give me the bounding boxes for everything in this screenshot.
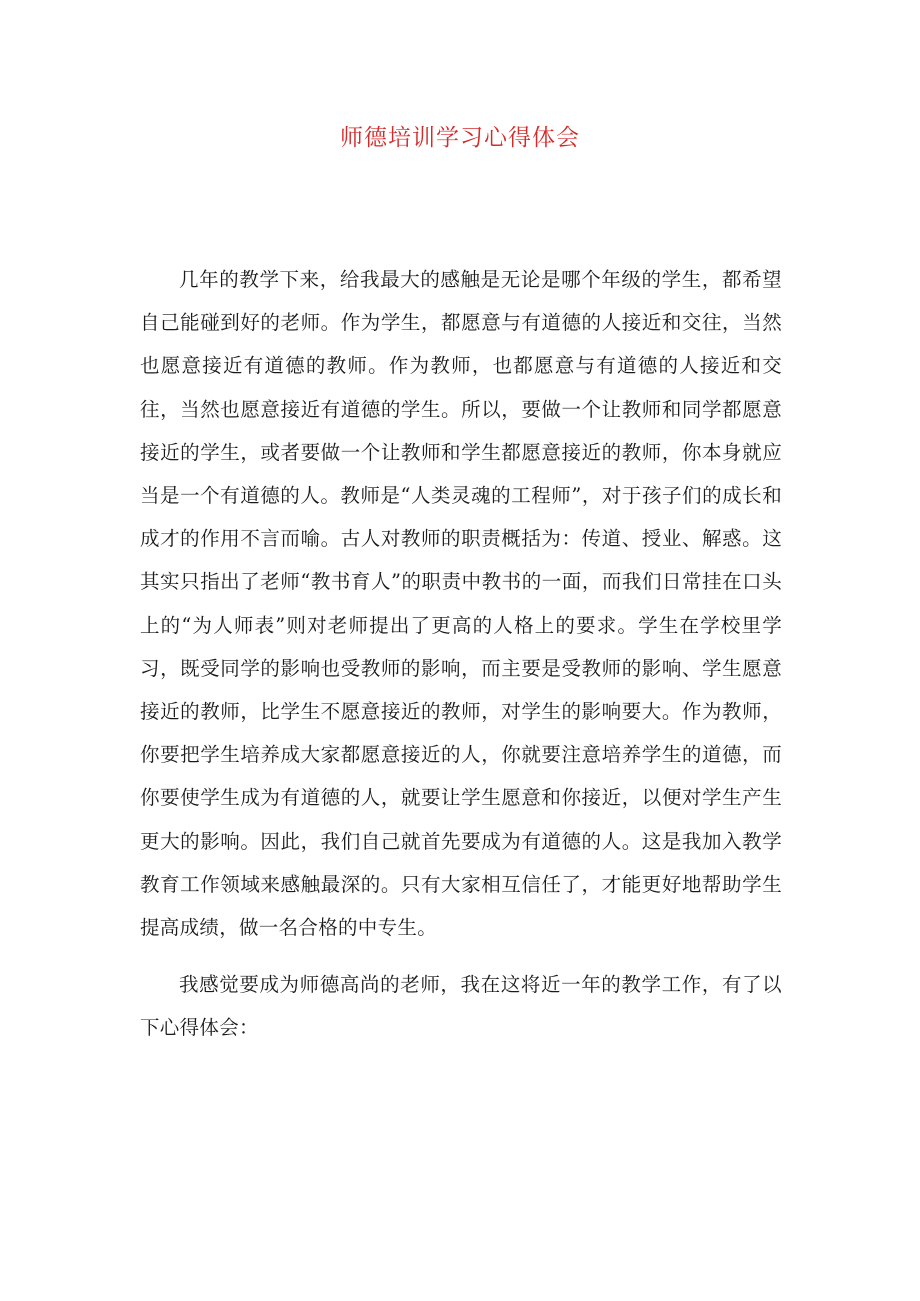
paragraph-1: 几年的教学下来，给我最大的感触是无论是哪个年级的学生，都希望自己能碰到好的老师。作为学生，都愿意与有道德的人接近和交往，当然也愿意接近有道德的教师。作为教师，也都愿意与有道德的人接近和交往，当然也愿意接近有道德的学生。所以，要做一个让教师和同学都愿意接近的学生，或者要做一个让教师和学生都愿意接近的教师，你本身就应当是一个有道德的人。教师是“人类灵魂的工程师”，对于孩子们的成长和成才的作用不言而喻。古人对教师的职责概括为：传道、授业、解惑。这其实只指出了老师“教书育人”的职责中教书的一面，而我们日常挂在口头上的“为人师表”则对老师提出了更高的人格上的要求。学生在学校里学习，既受同学的影响也受教师的影响，而主要是受教师的影响、学生愿意接近的教师，比学生不愿意接近的教师，对学生的影响要大。作为教师，你要把学生培养成大家都愿意接近的人，你就要注意培养学生的道德，而你要使学生成为有道德的人，就要让学生愿意和你接近，以便对学生产生更大的影响。因此，我们自己就首先要成为有道德的人。这是我加入教学教育工作领域来感触最深的。只有大家相互信任了，才能更好地帮助学生提高成绩，做一名合格的中专生。	[140, 268, 782, 940]
document-title: 师德培训学习心得体会	[340, 125, 580, 151]
document-body	[140, 258, 782, 1064]
paragraph-2: 我感觉要成为师德高尚的老师，我在这将近一年的教学工作，有了以下心得体会：	[140, 973, 782, 1040]
